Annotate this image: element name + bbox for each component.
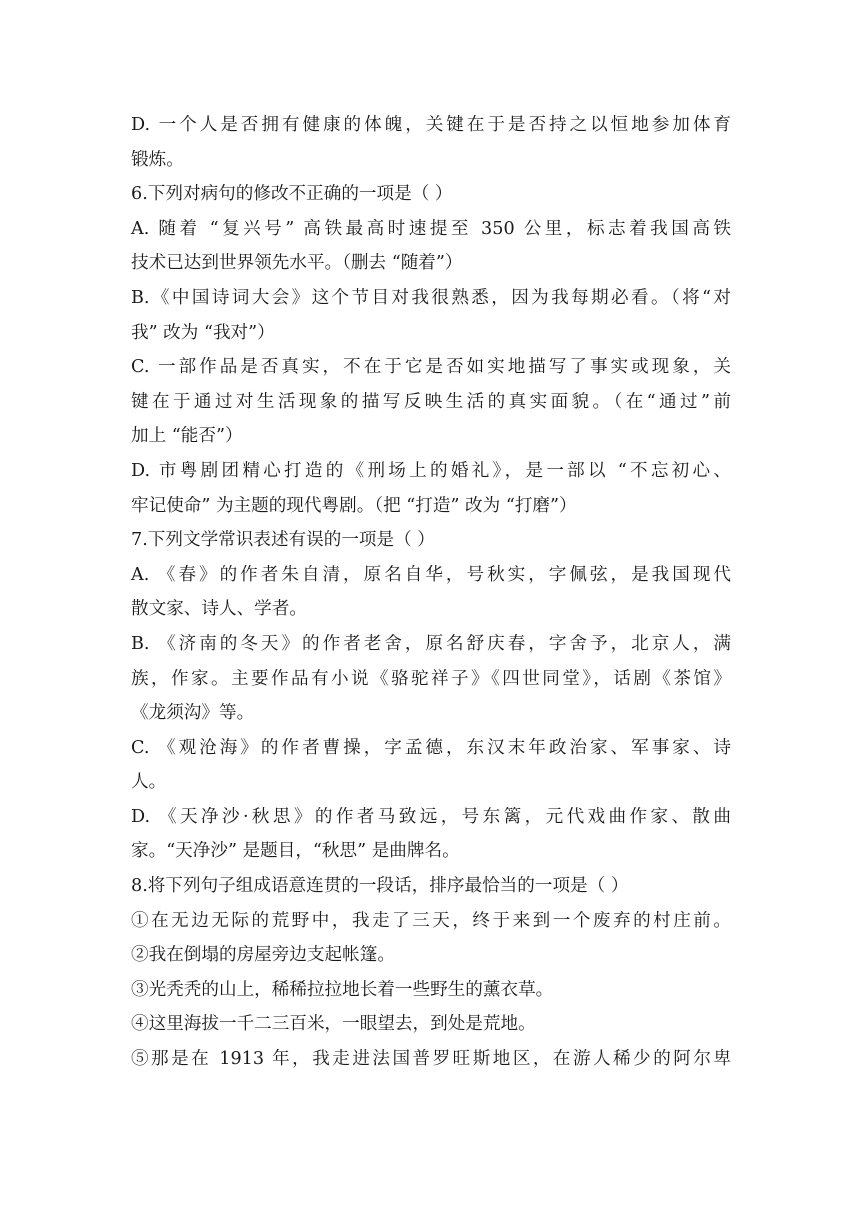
text-line: D. 《天净沙·秋思》的作者马致远，号东篱，元代戏曲作家、散曲 [131, 806, 731, 827]
text-line: ③光秃秃的山上，稀稀拉拉地长着一些野生的薰衣草。 [131, 979, 554, 1000]
text-line: 族，作家。主要作品有小说《骆驼祥子》《四世同堂》，话剧《茶馆》 [131, 668, 731, 689]
text-line: A. 《春》的作者朱自清，原名自华，号秋实，字佩弦，是我国现代 [131, 564, 731, 585]
text-line: ②我在倒塌的房屋旁边支起帐篷。 [131, 945, 395, 966]
text-line: 散文家、诗人、学者。 [131, 599, 307, 620]
text-line: 我” 改为 “我对”） [131, 322, 275, 343]
text-line: 牢记使命” 为主题的现代粤剧。（把 “打造” 改为 “打磨”） [131, 495, 577, 516]
text-line: 家。“天净沙” 是题目，“秋思” 是曲牌名。 [131, 841, 460, 862]
text-line: 技术已达到世界领先水平。（删去 “随着”） [131, 253, 463, 274]
text-line: 7.下列文学常识表述有误的一项是（ ） [131, 530, 435, 551]
text-line: D. 一个人是否拥有健康的体魄，关键在于是否持之以恒地参加体育 [131, 115, 731, 135]
text-line: C. 《观沧海》的作者曹操，字孟德，东汉末年政治家、军事家、诗 [131, 737, 731, 758]
text-line: A. 随着 “复兴号” 高铁最高时速提至 350 公里，标志着我国高铁 [131, 218, 731, 239]
text-line: B.《中国诗词大会》这个节目对我很熟悉，因为我每期必看。（将“对 [131, 287, 731, 308]
text-line: 人。 [131, 772, 167, 793]
text-line: C. 一部作品是否真实，不在于它是否如实地描写了事实或现象，关 [131, 357, 731, 378]
text-line: D. 市粤剧团精心打造的《刑场上的婚礼》，是一部以 “不忘初心、 [131, 460, 731, 481]
text-line: ①在无边无际的荒野中，我走了三天，终于来到一个废弃的村庄前。 [131, 910, 731, 931]
document-body [131, 108, 731, 1077]
text-line: ④这里海拔一千二三百米，一眼望去，到处是荒地。 [131, 1014, 536, 1035]
text-line: B. 《济南的冬天》的作者老舍，原名舒庆春，字舍予，北京人，满 [131, 633, 731, 654]
text-line: 8.将下列句子组成语意连贯的一段话，排序最恰当的一项是（ ） [131, 876, 629, 897]
text-line: 加上 “能否”） [131, 426, 243, 447]
text-line: 《龙须沟》等。 [131, 703, 255, 724]
text-line: 锻炼。 [131, 149, 184, 170]
text-line: ⑤那是在 1913 年，我走进法国普罗旺斯地区，在游人稀少的阿尔卑 [131, 1049, 731, 1070]
text-line: 6.下列对病句的修改不正确的一项是（ ） [131, 184, 453, 205]
text-line: 键在于通过对生活现象的描写反映生活的真实面貌。（在“通过”前 [131, 391, 731, 412]
